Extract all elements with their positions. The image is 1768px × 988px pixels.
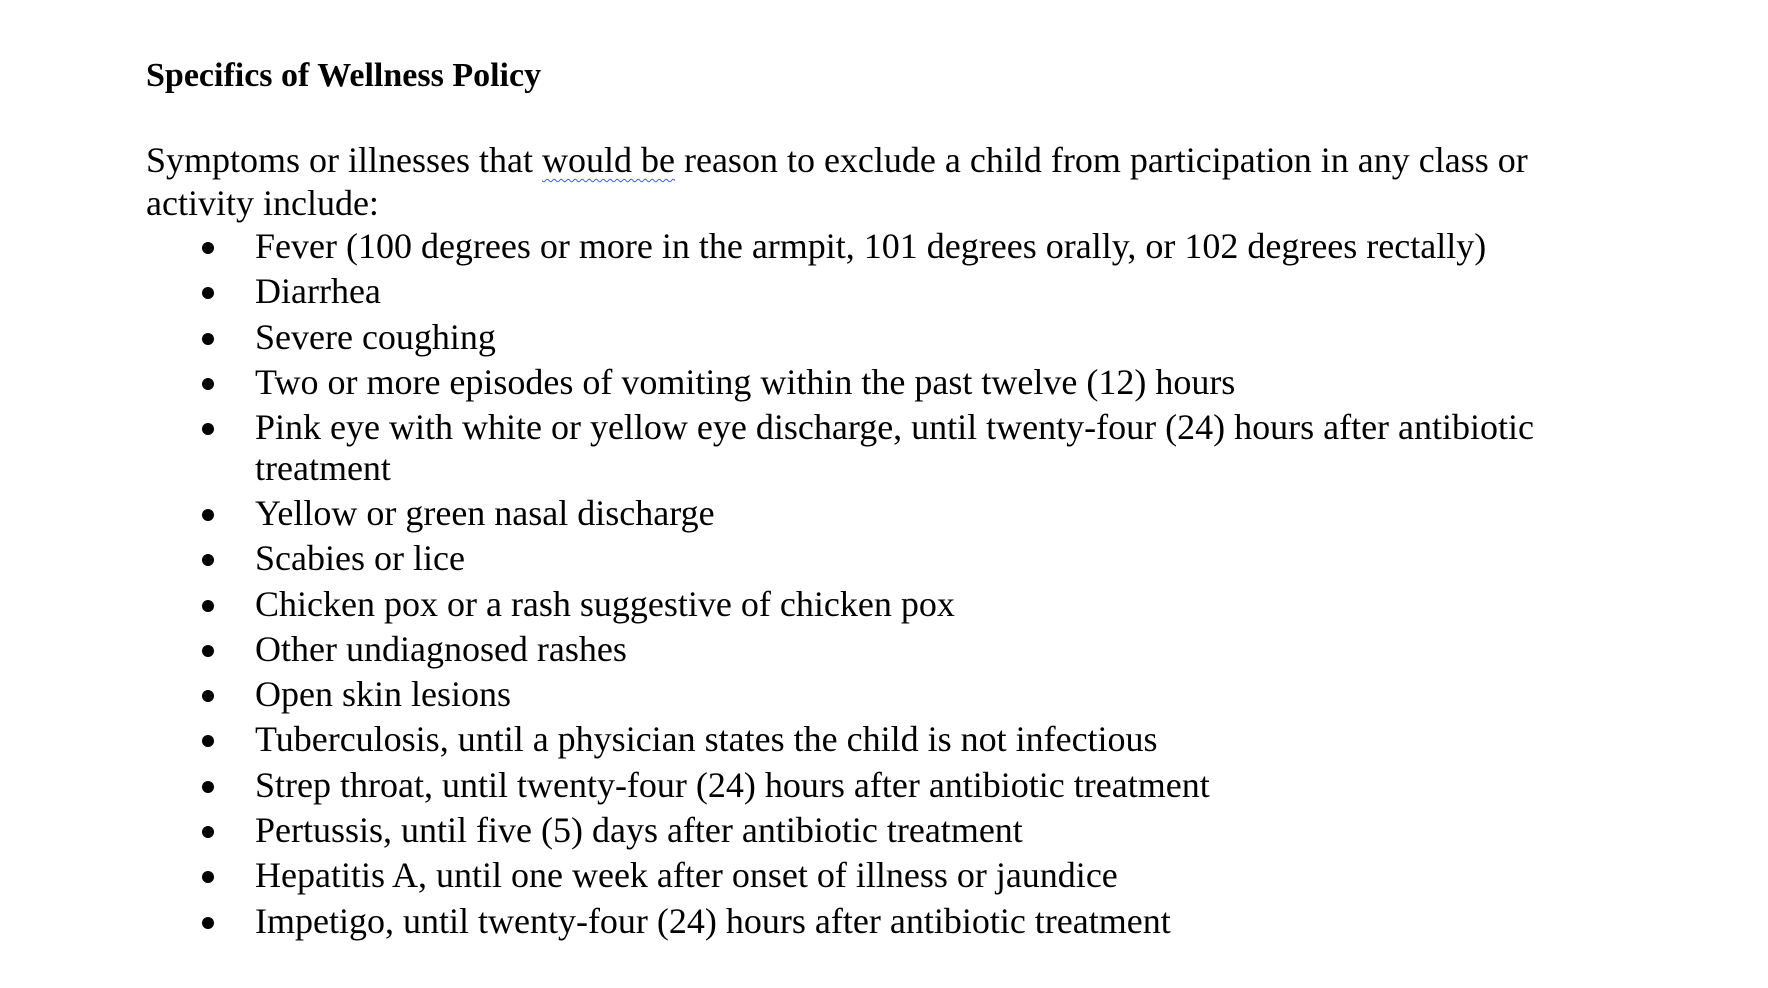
document-heading: Specifics of Wellness Policy [146, 57, 542, 94]
intro-text-start: Symptoms or illnesses that [146, 140, 542, 180]
list-item [146, 407, 1616, 489]
list-item [146, 810, 1616, 852]
bullet-icon [202, 242, 214, 254]
list-item-text: Scabies or lice [255, 538, 465, 579]
bullet-icon [202, 423, 214, 435]
list-item-text: Severe coughing [255, 316, 496, 357]
bullet-icon [202, 871, 214, 883]
list-item-text: Tuberculosis, until a physician states the child is not infectious [255, 719, 1158, 760]
list-item [146, 901, 1616, 943]
bullet-icon [202, 735, 214, 747]
bullet-icon [202, 645, 214, 657]
list-item-text: Two or more episodes of vomiting within the past twelve (12) hours [255, 361, 1236, 402]
list-item-text: Other undiagnosed rashes [255, 628, 627, 669]
bullet-icon [202, 287, 214, 299]
bullet-icon [202, 378, 214, 390]
list-item-text: Open skin lesions [255, 674, 511, 715]
bullet-icon [202, 509, 214, 521]
intro-text-end: reason to exclude a child from participation in any class or activity include: [146, 140, 1528, 223]
list-item-text: Fever (100 degrees or more in the armpit, 101 degrees orally, or 102 degrees rectally) [255, 226, 1487, 266]
list-item-text: Hepatitis A, until one week after onset of illness or jaundice [255, 855, 1118, 896]
list-item-text: Yellow or green nasal discharge [255, 492, 715, 533]
list-item [146, 855, 1616, 897]
bullet-icon [202, 690, 214, 702]
list-item [146, 765, 1616, 807]
bullet-icon [202, 781, 214, 793]
list-item-text: Impetigo, until twenty-four (24) hours after antibiotic treatment [255, 900, 1171, 941]
bullet-icon [202, 826, 214, 838]
list-item [146, 538, 1616, 580]
symptom-list [146, 226, 1616, 946]
bullet-icon [202, 917, 214, 929]
list-item-text: Pertussis, until five (5) days after antibiotic treatment [255, 810, 1023, 851]
list-item-text: Diarrhea [255, 271, 381, 312]
list-item-text: Pink eye with white or yellow eye discharge, until twenty-four (24) hours after antibiotic treatment [255, 407, 1535, 489]
list-item [146, 719, 1616, 761]
bullet-icon [202, 554, 214, 566]
list-item-text: Strep throat, until twenty-four (24) hours after antibiotic treatment [255, 764, 1210, 805]
list-item [146, 271, 1616, 313]
grammar-flagged-phrase[interactable]: would be [542, 140, 675, 180]
bullet-icon [202, 600, 214, 612]
bullet-icon [202, 333, 214, 345]
list-item [146, 226, 1616, 268]
intro-paragraph [146, 139, 1606, 225]
list-item-text: Chicken pox or a rash suggestive of chicken pox [255, 583, 955, 624]
list-item [146, 629, 1616, 671]
list-item [146, 362, 1616, 404]
list-item [146, 493, 1616, 535]
list-item [146, 317, 1616, 359]
list-item [146, 674, 1616, 716]
list-item [146, 584, 1616, 626]
